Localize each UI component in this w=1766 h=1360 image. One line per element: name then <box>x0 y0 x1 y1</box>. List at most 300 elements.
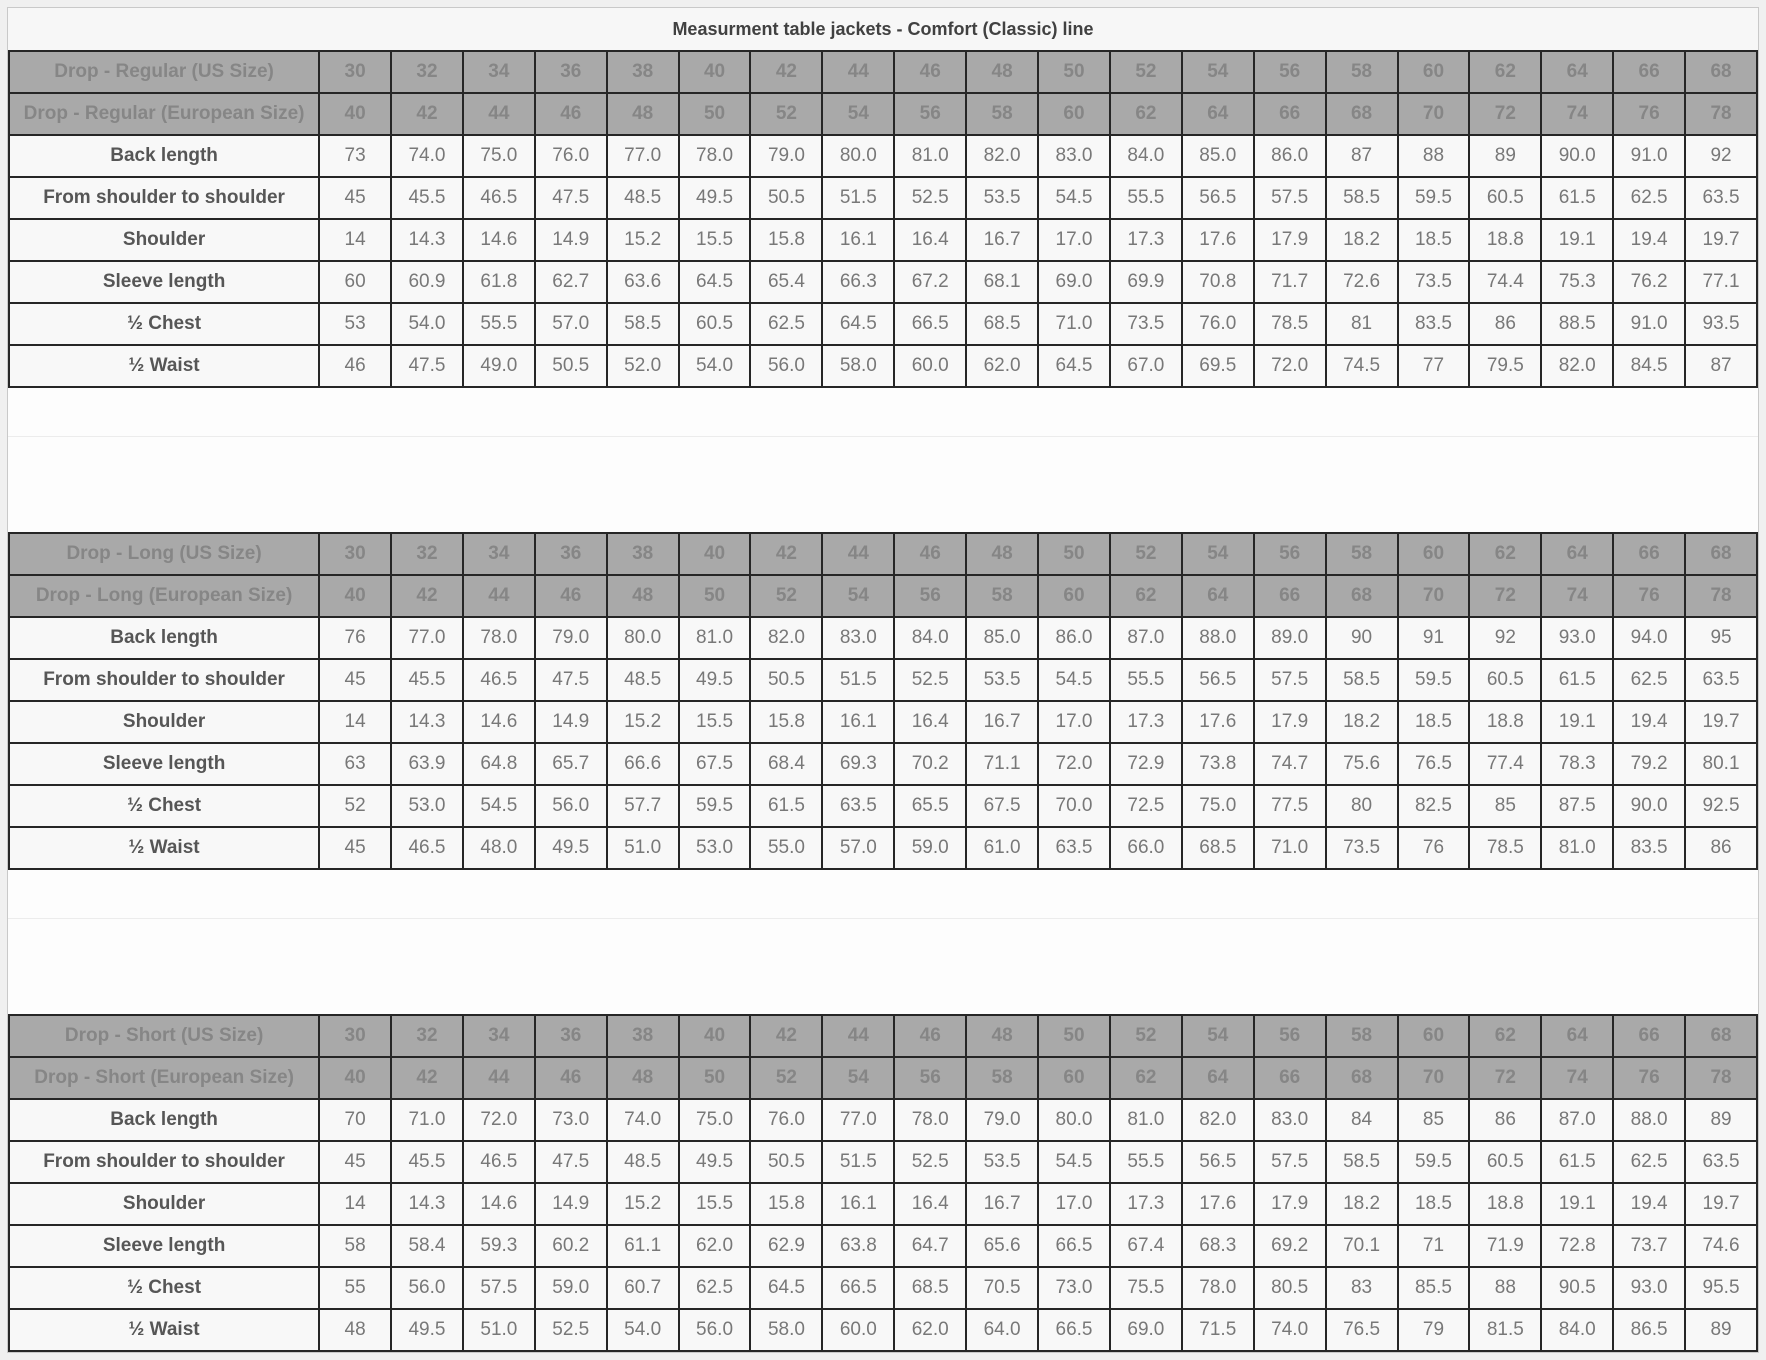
eu-size-cell: 72 <box>1469 1057 1541 1099</box>
value-cell: 81.0 <box>679 617 751 659</box>
value-cell: 18.2 <box>1326 1183 1398 1225</box>
value-cell: 46 <box>319 345 391 387</box>
value-cell: 14.9 <box>535 1183 607 1225</box>
us-size-cell: 64 <box>1541 533 1613 575</box>
value-cell: 49.5 <box>679 659 751 701</box>
value-cell: 17.9 <box>1254 701 1326 743</box>
us-size-cell: 32 <box>391 1015 463 1057</box>
value-cell: 67.5 <box>679 743 751 785</box>
value-cell: 63.5 <box>1685 177 1757 219</box>
table-row <box>9 827 1757 869</box>
row-label: ½ Waist <box>9 827 319 869</box>
value-cell: 73 <box>319 135 391 177</box>
value-cell: 71.9 <box>1469 1225 1541 1267</box>
header-row-eu-regular <box>9 93 1757 135</box>
table-row <box>9 177 1757 219</box>
eu-size-cell: 60 <box>1038 1057 1110 1099</box>
value-cell: 60.0 <box>822 1309 894 1351</box>
us-size-cell: 38 <box>607 1015 679 1057</box>
measurement-page <box>7 7 1759 1353</box>
value-cell: 88.0 <box>1613 1099 1685 1141</box>
eu-size-cell: 50 <box>679 93 751 135</box>
us-size-cell: 66 <box>1613 1015 1685 1057</box>
header-label-eu: Drop - Long (European Size) <box>9 575 319 617</box>
us-size-cell: 52 <box>1110 533 1182 575</box>
row-label: From shoulder to shoulder <box>9 1141 319 1183</box>
value-cell: 78.5 <box>1254 303 1326 345</box>
value-cell: 58.5 <box>1326 177 1398 219</box>
value-cell: 18.5 <box>1398 1183 1470 1225</box>
value-cell: 90.5 <box>1541 1267 1613 1309</box>
eu-size-cell: 58 <box>966 575 1038 617</box>
value-cell: 88.5 <box>1541 303 1613 345</box>
value-cell: 51.5 <box>822 177 894 219</box>
eu-size-cell: 58 <box>966 93 1038 135</box>
value-cell: 16.1 <box>822 219 894 261</box>
row-label: From shoulder to shoulder <box>9 659 319 701</box>
value-cell: 14.3 <box>391 701 463 743</box>
value-cell: 60.7 <box>607 1267 679 1309</box>
us-size-cell: 48 <box>966 51 1038 93</box>
value-cell: 76.0 <box>750 1099 822 1141</box>
us-size-cell: 32 <box>391 51 463 93</box>
eu-size-cell: 72 <box>1469 575 1541 617</box>
value-cell: 71.1 <box>966 743 1038 785</box>
value-cell: 61.8 <box>463 261 535 303</box>
value-cell: 54.0 <box>607 1309 679 1351</box>
header-row-us-long <box>9 533 1757 575</box>
us-size-cell: 56 <box>1254 1015 1326 1057</box>
value-cell: 78.3 <box>1541 743 1613 785</box>
value-cell: 95 <box>1685 617 1757 659</box>
value-cell: 62.5 <box>1613 177 1685 219</box>
value-cell: 89 <box>1685 1099 1757 1141</box>
value-cell: 77.0 <box>607 135 679 177</box>
value-cell: 51.0 <box>607 827 679 869</box>
us-size-cell: 64 <box>1541 51 1613 93</box>
value-cell: 73.8 <box>1182 743 1254 785</box>
value-cell: 75.3 <box>1541 261 1613 303</box>
value-cell: 58.0 <box>822 345 894 387</box>
table-row <box>9 743 1757 785</box>
value-cell: 62.5 <box>750 303 822 345</box>
value-cell: 83.0 <box>822 617 894 659</box>
value-cell: 86.0 <box>1038 617 1110 659</box>
value-cell: 18.5 <box>1398 219 1470 261</box>
value-cell: 14.3 <box>391 1183 463 1225</box>
value-cell: 62.5 <box>1613 1141 1685 1183</box>
eu-size-cell: 46 <box>535 93 607 135</box>
eu-size-cell: 42 <box>391 1057 463 1099</box>
table-row <box>9 1225 1757 1267</box>
value-cell: 91.0 <box>1613 303 1685 345</box>
value-cell: 75.0 <box>679 1099 751 1141</box>
value-cell: 61.1 <box>607 1225 679 1267</box>
value-cell: 93.0 <box>1541 617 1613 659</box>
value-cell: 79.5 <box>1469 345 1541 387</box>
value-cell: 67.0 <box>1110 345 1182 387</box>
us-size-cell: 56 <box>1254 533 1326 575</box>
value-cell: 45.5 <box>391 1141 463 1183</box>
value-cell: 63.5 <box>1685 1141 1757 1183</box>
value-cell: 53 <box>319 303 391 345</box>
value-cell: 52 <box>319 785 391 827</box>
value-cell: 83.0 <box>1254 1099 1326 1141</box>
value-cell: 52.5 <box>894 177 966 219</box>
value-cell: 89 <box>1469 135 1541 177</box>
value-cell: 66.6 <box>607 743 679 785</box>
value-cell: 14.9 <box>535 219 607 261</box>
value-cell: 46.5 <box>463 177 535 219</box>
value-cell: 62.9 <box>750 1225 822 1267</box>
value-cell: 93.5 <box>1685 303 1757 345</box>
value-cell: 15.2 <box>607 701 679 743</box>
value-cell: 77.4 <box>1469 743 1541 785</box>
value-cell: 53.5 <box>966 659 1038 701</box>
value-cell: 58.4 <box>391 1225 463 1267</box>
value-cell: 70.2 <box>894 743 966 785</box>
value-cell: 52.5 <box>894 1141 966 1183</box>
eu-size-cell: 44 <box>463 1057 535 1099</box>
value-cell: 15.2 <box>607 219 679 261</box>
value-cell: 62.7 <box>535 261 607 303</box>
us-size-cell: 36 <box>535 1015 607 1057</box>
value-cell: 90.0 <box>1613 785 1685 827</box>
value-cell: 18.8 <box>1469 701 1541 743</box>
value-cell: 88 <box>1398 135 1470 177</box>
value-cell: 75.5 <box>1110 1267 1182 1309</box>
value-cell: 76.0 <box>1182 303 1254 345</box>
value-cell: 92 <box>1469 617 1541 659</box>
value-cell: 72.6 <box>1326 261 1398 303</box>
table-row <box>9 1099 1757 1141</box>
value-cell: 19.4 <box>1613 1183 1685 1225</box>
value-cell: 74.0 <box>607 1099 679 1141</box>
value-cell: 48.5 <box>607 659 679 701</box>
row-label: From shoulder to shoulder <box>9 177 319 219</box>
value-cell: 75.6 <box>1326 743 1398 785</box>
value-cell: 92 <box>1685 135 1757 177</box>
value-cell: 67.2 <box>894 261 966 303</box>
value-cell: 84.0 <box>894 617 966 659</box>
eu-size-cell: 42 <box>391 93 463 135</box>
value-cell: 45 <box>319 659 391 701</box>
value-cell: 17.9 <box>1254 219 1326 261</box>
value-cell: 80.0 <box>1038 1099 1110 1141</box>
value-cell: 45.5 <box>391 659 463 701</box>
value-cell: 59.5 <box>1398 659 1470 701</box>
value-cell: 78.0 <box>463 617 535 659</box>
value-cell: 68.5 <box>1182 827 1254 869</box>
us-size-cell: 56 <box>1254 51 1326 93</box>
eu-size-cell: 54 <box>822 1057 894 1099</box>
value-cell: 70.8 <box>1182 261 1254 303</box>
value-cell: 53.5 <box>966 1141 1038 1183</box>
value-cell: 71 <box>1398 1225 1470 1267</box>
value-cell: 18.8 <box>1469 1183 1541 1225</box>
value-cell: 48.0 <box>463 827 535 869</box>
value-cell: 61.0 <box>966 827 1038 869</box>
value-cell: 73.5 <box>1398 261 1470 303</box>
value-cell: 57.5 <box>463 1267 535 1309</box>
value-cell: 47.5 <box>535 177 607 219</box>
eu-size-cell: 62 <box>1110 1057 1182 1099</box>
value-cell: 83.0 <box>1038 135 1110 177</box>
value-cell: 88 <box>1469 1267 1541 1309</box>
value-cell: 63.8 <box>822 1225 894 1267</box>
value-cell: 67.4 <box>1110 1225 1182 1267</box>
value-cell: 63.6 <box>607 261 679 303</box>
us-size-cell: 62 <box>1469 51 1541 93</box>
value-cell: 50.5 <box>750 1141 822 1183</box>
value-cell: 61.5 <box>1541 1141 1613 1183</box>
value-cell: 59.5 <box>679 785 751 827</box>
value-cell: 62.5 <box>679 1267 751 1309</box>
value-cell: 84.0 <box>1541 1309 1613 1351</box>
value-cell: 70.5 <box>966 1267 1038 1309</box>
value-cell: 46.5 <box>463 659 535 701</box>
value-cell: 55.5 <box>1110 1141 1182 1183</box>
eu-size-cell: 50 <box>679 1057 751 1099</box>
value-cell: 61.5 <box>1541 177 1613 219</box>
row-label: ½ Waist <box>9 345 319 387</box>
value-cell: 81.5 <box>1469 1309 1541 1351</box>
value-cell: 65.6 <box>966 1225 1038 1267</box>
value-cell: 71.0 <box>1254 827 1326 869</box>
value-cell: 15.5 <box>679 1183 751 1225</box>
row-label: Sleeve length <box>9 1225 319 1267</box>
us-size-cell: 44 <box>822 533 894 575</box>
value-cell: 55.5 <box>1110 177 1182 219</box>
eu-size-cell: 74 <box>1541 575 1613 617</box>
value-cell: 19.1 <box>1541 1183 1613 1225</box>
value-cell: 18.5 <box>1398 701 1470 743</box>
eu-size-cell: 66 <box>1254 1057 1326 1099</box>
page-title: Measurment table jackets - Comfort (Classic) line <box>8 8 1758 50</box>
value-cell: 71.0 <box>1038 303 1110 345</box>
value-cell: 70.1 <box>1326 1225 1398 1267</box>
value-cell: 83.5 <box>1613 827 1685 869</box>
value-cell: 64.5 <box>679 261 751 303</box>
value-cell: 16.1 <box>822 701 894 743</box>
value-cell: 45.5 <box>391 177 463 219</box>
value-cell: 59.5 <box>1398 1141 1470 1183</box>
value-cell: 15.8 <box>750 219 822 261</box>
us-size-cell: 40 <box>679 1015 751 1057</box>
value-cell: 66.5 <box>1038 1225 1110 1267</box>
value-cell: 68.5 <box>894 1267 966 1309</box>
value-cell: 82.0 <box>750 617 822 659</box>
section-gap <box>8 918 1758 1014</box>
value-cell: 63.5 <box>1038 827 1110 869</box>
value-cell: 50.5 <box>750 177 822 219</box>
us-size-cell: 34 <box>463 533 535 575</box>
value-cell: 81 <box>1326 303 1398 345</box>
value-cell: 17.0 <box>1038 1183 1110 1225</box>
value-cell: 56.0 <box>391 1267 463 1309</box>
value-cell: 17.6 <box>1182 701 1254 743</box>
us-size-cell: 36 <box>535 533 607 575</box>
us-size-cell: 64 <box>1541 1015 1613 1057</box>
value-cell: 81.0 <box>894 135 966 177</box>
value-cell: 58.5 <box>1326 1141 1398 1183</box>
value-cell: 62.0 <box>966 345 1038 387</box>
eu-size-cell: 70 <box>1398 575 1470 617</box>
row-label: Back length <box>9 1099 319 1141</box>
header-row-us-regular <box>9 51 1757 93</box>
eu-size-cell: 54 <box>822 93 894 135</box>
value-cell: 64.7 <box>894 1225 966 1267</box>
eu-size-cell: 50 <box>679 575 751 617</box>
value-cell: 14.6 <box>463 701 535 743</box>
value-cell: 78.0 <box>894 1099 966 1141</box>
value-cell: 73.0 <box>1038 1267 1110 1309</box>
eu-size-cell: 52 <box>750 93 822 135</box>
value-cell: 68.1 <box>966 261 1038 303</box>
value-cell: 68.5 <box>966 303 1038 345</box>
eu-size-cell: 44 <box>463 575 535 617</box>
value-cell: 95.5 <box>1685 1267 1757 1309</box>
value-cell: 60 <box>319 261 391 303</box>
eu-size-cell: 54 <box>822 575 894 617</box>
value-cell: 54.0 <box>391 303 463 345</box>
value-cell: 63 <box>319 743 391 785</box>
value-cell: 68.3 <box>1182 1225 1254 1267</box>
us-size-cell: 68 <box>1685 533 1757 575</box>
eu-size-cell: 62 <box>1110 93 1182 135</box>
value-cell: 82.0 <box>1541 345 1613 387</box>
value-cell: 72.0 <box>1254 345 1326 387</box>
value-cell: 76 <box>319 617 391 659</box>
value-cell: 17.0 <box>1038 701 1110 743</box>
value-cell: 74.7 <box>1254 743 1326 785</box>
header-label-us: Drop - Long (US Size) <box>9 533 319 575</box>
value-cell: 47.5 <box>391 345 463 387</box>
us-size-cell: 60 <box>1398 1015 1470 1057</box>
value-cell: 19.4 <box>1613 219 1685 261</box>
header-label-eu: Drop - Short (European Size) <box>9 1057 319 1099</box>
eu-size-cell: 48 <box>607 93 679 135</box>
value-cell: 66.3 <box>822 261 894 303</box>
value-cell: 48.5 <box>607 1141 679 1183</box>
value-cell: 85 <box>1398 1099 1470 1141</box>
value-cell: 59.5 <box>1398 177 1470 219</box>
value-cell: 57.0 <box>822 827 894 869</box>
value-cell: 86.0 <box>1254 135 1326 177</box>
eu-size-cell: 72 <box>1469 93 1541 135</box>
us-size-cell: 34 <box>463 1015 535 1057</box>
us-size-cell: 54 <box>1182 1015 1254 1057</box>
value-cell: 18.8 <box>1469 219 1541 261</box>
value-cell: 66.5 <box>1038 1309 1110 1351</box>
value-cell: 78.0 <box>679 135 751 177</box>
value-cell: 57.5 <box>1254 1141 1326 1183</box>
eu-size-cell: 40 <box>319 93 391 135</box>
value-cell: 79.0 <box>750 135 822 177</box>
value-cell: 45 <box>319 1141 391 1183</box>
us-size-cell: 44 <box>822 1015 894 1057</box>
value-cell: 76 <box>1398 827 1470 869</box>
table-row <box>9 1267 1757 1309</box>
value-cell: 77.1 <box>1685 261 1757 303</box>
value-cell: 49.5 <box>679 1141 751 1183</box>
value-cell: 74.0 <box>391 135 463 177</box>
value-cell: 85 <box>1469 785 1541 827</box>
value-cell: 64.8 <box>463 743 535 785</box>
value-cell: 16.7 <box>966 219 1038 261</box>
value-cell: 57.7 <box>607 785 679 827</box>
value-cell: 92.5 <box>1685 785 1757 827</box>
value-cell: 59.0 <box>894 827 966 869</box>
value-cell: 14.6 <box>463 219 535 261</box>
value-cell: 52.5 <box>894 659 966 701</box>
value-cell: 70.0 <box>1038 785 1110 827</box>
eu-size-cell: 68 <box>1326 93 1398 135</box>
value-cell: 48.5 <box>607 177 679 219</box>
value-cell: 78.5 <box>1469 827 1541 869</box>
value-cell: 86 <box>1685 827 1757 869</box>
value-cell: 71.0 <box>391 1099 463 1141</box>
table-row <box>9 659 1757 701</box>
us-size-cell: 42 <box>750 1015 822 1057</box>
us-size-cell: 30 <box>319 1015 391 1057</box>
value-cell: 63.9 <box>391 743 463 785</box>
value-cell: 82.5 <box>1398 785 1470 827</box>
value-cell: 71.5 <box>1182 1309 1254 1351</box>
us-size-cell: 42 <box>750 51 822 93</box>
us-size-cell: 60 <box>1398 533 1470 575</box>
table-row <box>9 1309 1757 1351</box>
value-cell: 90.0 <box>1541 135 1613 177</box>
value-cell: 56.0 <box>535 785 607 827</box>
value-cell: 74.4 <box>1469 261 1541 303</box>
value-cell: 46.5 <box>463 1141 535 1183</box>
us-size-cell: 62 <box>1469 533 1541 575</box>
value-cell: 91.0 <box>1613 135 1685 177</box>
value-cell: 81.0 <box>1541 827 1613 869</box>
value-cell: 51.5 <box>822 659 894 701</box>
value-cell: 19.7 <box>1685 701 1757 743</box>
value-cell: 79 <box>1398 1309 1470 1351</box>
value-cell: 85.0 <box>1182 135 1254 177</box>
table-row <box>9 617 1757 659</box>
eu-size-cell: 64 <box>1182 575 1254 617</box>
us-size-cell: 46 <box>894 51 966 93</box>
value-cell: 72.0 <box>1038 743 1110 785</box>
eu-size-cell: 78 <box>1685 1057 1757 1099</box>
value-cell: 50.5 <box>535 345 607 387</box>
us-size-cell: 68 <box>1685 51 1757 93</box>
value-cell: 93.0 <box>1613 1267 1685 1309</box>
eu-size-cell: 56 <box>894 1057 966 1099</box>
value-cell: 49.0 <box>463 345 535 387</box>
value-cell: 16.4 <box>894 219 966 261</box>
value-cell: 14 <box>319 219 391 261</box>
table-row <box>9 261 1757 303</box>
value-cell: 15.5 <box>679 701 751 743</box>
eu-size-cell: 40 <box>319 1057 391 1099</box>
value-cell: 17.6 <box>1182 219 1254 261</box>
value-cell: 69.2 <box>1254 1225 1326 1267</box>
value-cell: 17.0 <box>1038 219 1110 261</box>
value-cell: 16.4 <box>894 1183 966 1225</box>
value-cell: 75.0 <box>1182 785 1254 827</box>
eu-size-cell: 76 <box>1613 1057 1685 1099</box>
value-cell: 54.5 <box>1038 177 1110 219</box>
value-cell: 68.4 <box>750 743 822 785</box>
eu-size-cell: 52 <box>750 575 822 617</box>
row-label: Sleeve length <box>9 261 319 303</box>
